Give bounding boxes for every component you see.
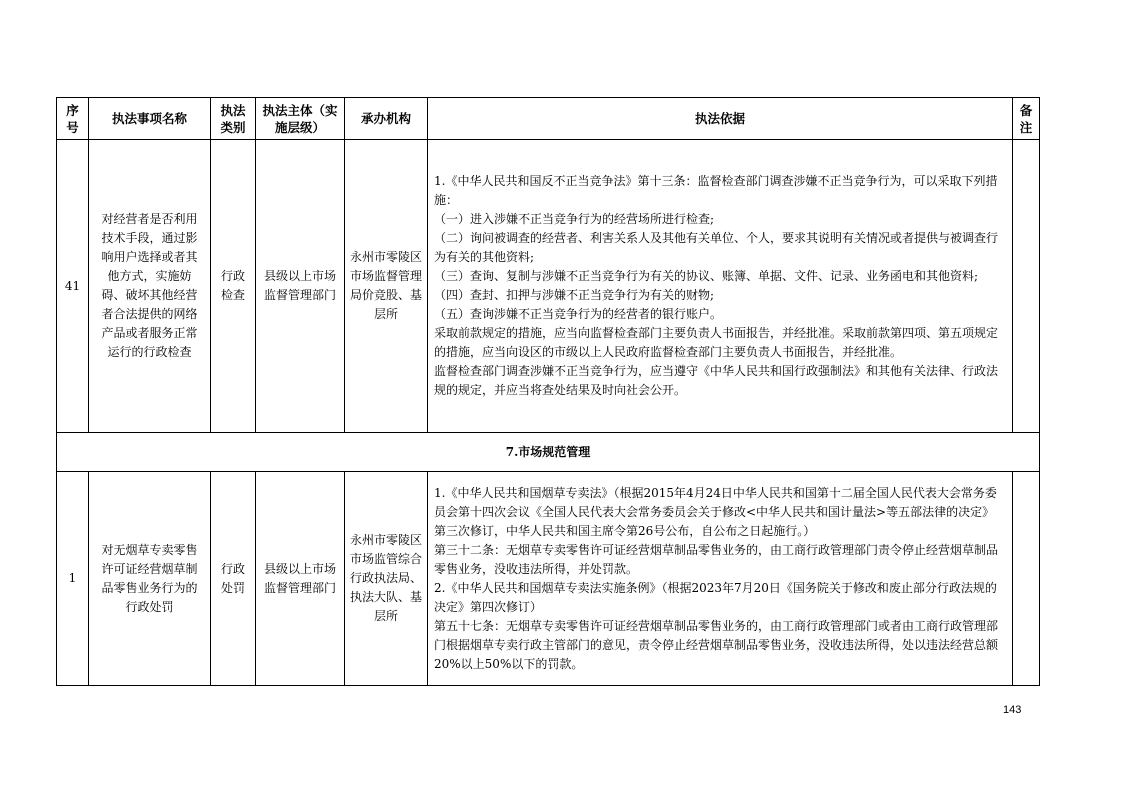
basis-line: （一）进入涉嫌不正当竞争行为的经营场所进行检查; [434, 212, 715, 226]
page-number: 143 [1003, 704, 1022, 716]
enforcement-table [56, 97, 1040, 686]
row-category: 行政处罚 [211, 472, 256, 686]
basis-line: （二）询问被调查的经营者、利害关系人及其他有关单位、个人，要求其说明有关情况或者提供与被调查行为有关的其他资料; [434, 231, 999, 264]
basis-line: （五）查询涉嫌不正当竞争行为的经营者的银行账户。 [434, 307, 723, 321]
header-no: 序号 [57, 98, 89, 140]
row-remarks [1013, 140, 1040, 433]
row-subject: 县级以上市场监督管理部门 [256, 140, 345, 433]
basis-line: 第三十二条：无烟草专卖零售许可证经营烟草制品零售业务的，由工商行政管理部门责令停止经营烟草制品零售业务，没收违法所得，并处罚款。 [434, 542, 999, 576]
row-category: 行政检查 [211, 140, 256, 433]
basis-line: 第五十七条：无烟草专卖零售许可证经营烟草制品零售业务的，由工商行政管理部门或者由工商行政管理部门根据烟草专卖行政主管部门的意见，责令停止经营烟草制品零售业务，没收违法所得，处以违法经营总额20%以上50%以下的罚款。 [434, 618, 999, 671]
row-subject: 县级以上市场监督管理部门 [256, 472, 345, 686]
row-basis [428, 140, 1013, 433]
row-basis [428, 472, 1013, 686]
basis-line: 监督检查部门调查涉嫌不正当竞争行为，应当遵守《中华人民共和国行政强制法》和其他有关法律、行政法规的规定，并应当将查处结果及时向社会公开。 [434, 364, 999, 397]
row-name: 对经营者是否利用技术手段，通过影响用户选择或者其他方式，实施妨碍、破坏其他经营者合法提供的网络产品或者服务正常运行的行政检查 [89, 140, 211, 433]
table-row [57, 140, 1040, 433]
row-name: 对无烟草专卖零售许可证经营烟草制品零售业务行为的行政处罚 [89, 472, 211, 686]
header-category: 执法类别 [211, 98, 256, 140]
header-row [57, 98, 1040, 140]
row-office: 永州市零陵区市场监督管理局价竞股、基层所 [345, 140, 428, 433]
table-row [57, 472, 1040, 686]
basis-line: 1.《中华人民共和国反不正当竞争法》第十三条：监督检查部门调查涉嫌不正当竞争行为，可以采取下列措施： [434, 174, 998, 207]
row-no: 41 [57, 140, 89, 433]
section-row [57, 433, 1040, 472]
header-basis: 执法依据 [428, 98, 1013, 140]
row-office: 永州市零陵区市场监管综合行政执法局、执法大队、基层所 [345, 472, 428, 686]
row-remarks [1013, 472, 1040, 686]
section-title: 7.市场规范管理 [57, 433, 1040, 472]
header-remarks: 备注 [1013, 98, 1040, 140]
basis-line: （三）查询、复制与涉嫌不正当竞争行为有关的协议、账簿、单据、文件、记录、业务函电和其他资料; [434, 269, 979, 283]
header-name: 执法事项名称 [89, 98, 211, 140]
row-no: 1 [57, 472, 89, 686]
header-office: 承办机构 [345, 98, 428, 140]
basis-line: 采取前款规定的措施，应当向监督检查部门主要负责人书面报告，并经批准。采取前款第四项、第五项规定的措施，应当向设区的市级以上人民政府监督检查部门主要负责人书面报告，并经批准。 [434, 326, 999, 359]
header-subject: 执法主体（实施层级） [256, 98, 345, 140]
basis-line: （四）查封、扣押与涉嫌不正当竞争行为有关的财物; [434, 288, 715, 302]
basis-line: 2.《中华人民共和国烟草专卖法实施条例》（根据2023年7月20日《国务院关于修改和废止部分行政法规的决定》第四次修订） [434, 580, 997, 614]
basis-line: 1.《中华人民共和国烟草专卖法》（根据2015年4月24日中华人民共和国第十二届全国人民代表大会常务委员会第十四次会议《全国人民代表大会常务委员会关于修改<中华人民共和国计量法>等五部法律的决定》第三次修订，中华人民共和国主席令第26号公布，自公布之日起施行。） [434, 485, 997, 538]
